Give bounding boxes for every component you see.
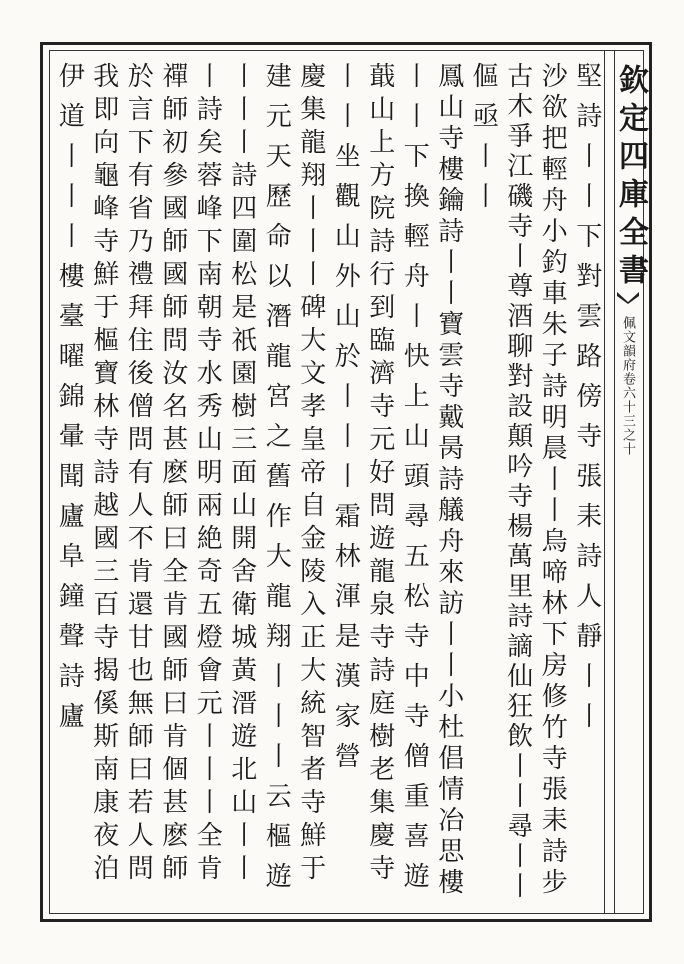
book-title: 欽定四庫全書 (613, 64, 648, 292)
text-column-13: 禪師初參國師國師問汝名甚麽師曰全肯國師曰肯個甚麽師 (157, 62, 188, 887)
header-separator-inner (604, 50, 605, 914)
text-column-6: 丨丨下換輕舟丨快上山頭尋五松寺中寺僧重喜遊 (399, 62, 430, 902)
text-column-5: 鳳山寺樓鑰詩丨丨寶雲寺戴昺詩艤舟來訪丨丨小杜倡情冶思樓 (433, 62, 464, 899)
fish-tail-mark-icon (617, 292, 639, 304)
text-column-8: 丨丨坐觀山外山於丨丨丨霜林渾是漢家營 (330, 62, 361, 782)
text-column-14: 於言下有省乃禮拜住後僧問有人不肯還甘也無師曰若人問 (123, 62, 154, 887)
text-column-2: 沙欲把輕舟小釣車朱子詩明晨丨丨烏啼林下房修竹寺張耒詩步 (537, 62, 568, 899)
text-column-12: 丨詩矣蓉峰下南朝寺水秀山明兩絶奇五燈會元丨丨丨全肯 (192, 62, 223, 887)
text-column-15: 我即向龜峰寺鮮于樞寶林寺詩越國三百寺揭傒斯南康夜泊 (88, 62, 119, 887)
text-column-16: 伊道丨丨丨樓臺曜錦暈聞廬阜鐘聲詩廬 (54, 62, 85, 742)
text-column-11: 丨丨丨詩四圍松是祇園樹三面山開舍衛城黃溍遊北山丨丨 (226, 62, 257, 887)
text-column-7: 蕺山上方院詩行到臨濟寺元好問遊龍泉寺詩庭樹老集慶寺 (364, 62, 395, 887)
text-column-1: 堅詩丨丨下對雲路傍寺張耒詩人靜丨丨 (571, 62, 602, 742)
text-column-10: 建元天歷命以潛龍宮之舊作大龍翔丨丨丨云樞遊 (261, 62, 292, 902)
volume-subtitle: 佩文韻府卷六十三之十 (620, 316, 635, 456)
text-column-4: 傴亟丨丨 (468, 62, 499, 222)
text-column-9: 慶集龍翔丨丨丨碑大文孝皇帝自金陵入正大統智者寺鮮于 (295, 62, 326, 887)
text-column-3: 古木爭江磯寺丨尊酒聊對設顛吟寺楊萬里詩謫仙狂飲丨丨尋丨丨 (502, 62, 533, 902)
